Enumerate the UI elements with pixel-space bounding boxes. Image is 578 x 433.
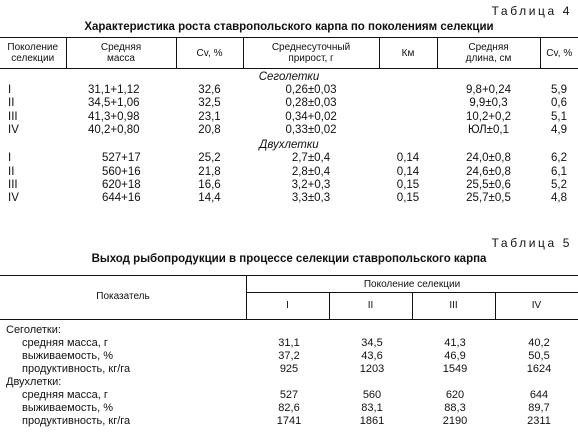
cell-value: 644 (529, 389, 549, 401)
table4-header: Средняя масса (66, 38, 176, 69)
generation-header: Поколение селекции (363, 279, 461, 290)
cell-value: 88,3 (444, 402, 466, 414)
table-row: II 34,5+1,06 32,5 0,28±0,03 9,9±0,3 0,6 (8, 97, 567, 110)
table5-title: Выход рыбопродукции в процессе селекции ставропольского карпа (91, 253, 487, 265)
generation-header-item: II (367, 300, 374, 311)
indicator-header: Показатель (96, 291, 150, 302)
cell-value: 1549 (442, 363, 468, 375)
table-row: II 560+16 21,8 2,8±0,4 0,14 24,6±0,8 6,1 (8, 165, 567, 178)
cell-value: 31,1 (278, 337, 300, 349)
cell-value: 82,6 (278, 402, 300, 414)
table-row: IV 644+16 14,4 3,3±0,3 0,15 25,7±0,5 4,8 (8, 192, 567, 205)
group-title: Двухлетки: (6, 376, 62, 388)
table4-header: Км (379, 38, 437, 69)
table4-header: Cv, % (540, 38, 578, 69)
table-row: III 620+18 16,6 3,2+0,3 0,15 25,5±0,6 5,2 (8, 178, 567, 191)
generation-header-item: III (449, 300, 458, 311)
table-row: IV 40,2+0,80 20,8 0,33±0,02 ЮЛ±0,1 4,9 (8, 124, 567, 137)
cell-value: 1741 (276, 415, 302, 427)
table-row: III 41,3+0,98 23,1 0,34+0,02 10,2+0,2 5,1 (8, 110, 567, 123)
row-label: выживаемость, % (22, 402, 114, 414)
cell-value: 89,7 (528, 402, 550, 414)
table-row: I 527+17 25,2 2,7±0,4 0,14 24,0±0,8 6,2 (8, 152, 567, 165)
generation-header-item: IV (531, 300, 542, 311)
table4-label: Таблица 4 (491, 4, 572, 18)
table4-header: Среднесуточный прирост, г (243, 38, 379, 69)
cell-value: 527 (279, 389, 299, 401)
row-label: средняя масса, г (22, 389, 108, 401)
cell-value: 925 (279, 363, 299, 375)
generation-header-item: I (286, 300, 289, 311)
table-row: I 31,1+1,12 32,6 0,26±0,03 9,8+0,24 5,9 (8, 84, 567, 97)
cell-value: 2311 (527, 415, 551, 427)
row-label: продуктивность, кг/га (22, 363, 131, 375)
row-label: средняя масса, г (22, 337, 108, 349)
cell-value: 1861 (359, 415, 385, 427)
group-title: Сеголетки: (6, 324, 61, 336)
cell-value: 37,2 (278, 350, 300, 362)
table5-label: Таблица 5 (491, 236, 572, 250)
cell-value: 41,3 (444, 337, 466, 349)
table4-title: Характеристика роста ставропольского карпа по поколениям селекции (84, 21, 494, 33)
table5-header-rule (0, 319, 578, 320)
table4-header: Поколение селекции (0, 38, 66, 69)
cell-value: 1624 (526, 363, 552, 375)
cell-value: 560 (362, 389, 382, 401)
table4-header: Cv, % (176, 38, 243, 69)
cell-value: 2190 (442, 415, 468, 427)
cell-value: 83,1 (361, 402, 383, 414)
cell-value: 1203 (359, 363, 385, 375)
row-label: продуктивность, кг/га (22, 415, 131, 427)
cell-value: 40,2 (528, 337, 550, 349)
table5-top-rule (0, 275, 578, 276)
cell-value: 34,5 (361, 337, 383, 349)
cell-value: 50,5 (528, 350, 550, 362)
cell-value: 46,9 (444, 350, 466, 362)
section-title: Сеголетки (258, 70, 320, 83)
table4-header: Средняя длина, см (437, 38, 540, 69)
cell-value: 43,6 (361, 350, 383, 362)
row-label: выживаемость, % (22, 350, 114, 362)
section-title: Двухлетки (259, 138, 319, 151)
cell-value: 620 (445, 389, 465, 401)
